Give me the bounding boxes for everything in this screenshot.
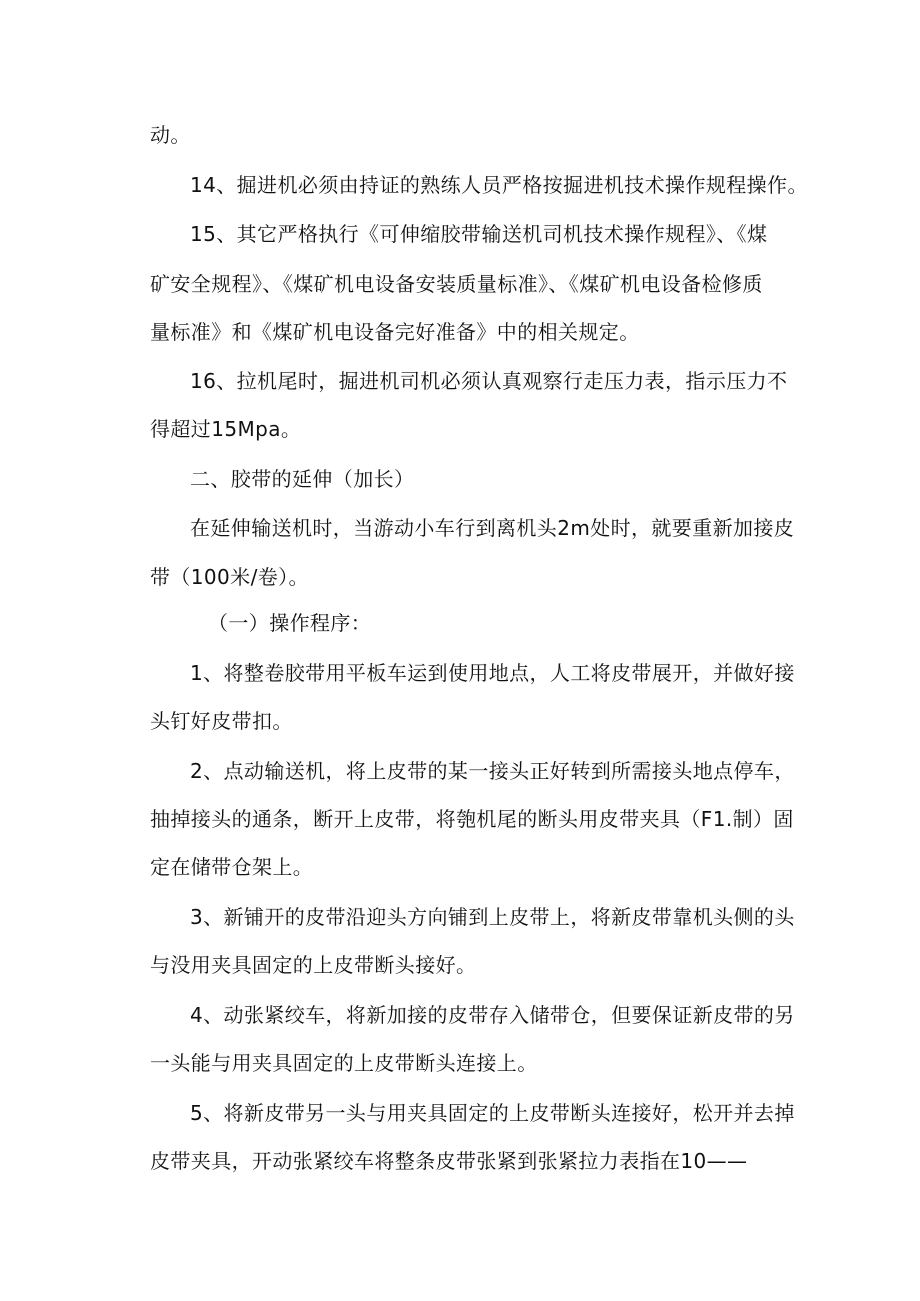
text-line: 量标准》和《煤矿机电设备完好准备》中的相关规定。 xyxy=(150,320,640,344)
text-line: 3、新铺开的皮带沿迎头方向铺到上皮带上，将新皮带靠机头侧的头 xyxy=(190,905,795,929)
text-line: 得超过15Mpa。 xyxy=(150,417,302,441)
text-line: 矿安全规程》、《煤矿机电设备安装质量标准》、《煤矿机电设备检修质 xyxy=(150,272,763,296)
text-line: 16、拉机尾时，掘进机司机必须认真观察行走压力表，指示压力不 xyxy=(190,369,788,393)
text-line: 定在储带仓架上。 xyxy=(150,855,314,879)
text-line: 1、将整卷胶带用平板车运到使用地点，人工将皮带展开，并做好接 xyxy=(190,661,795,685)
text-line: 14、掘进机必须由持证的熟练人员严格按掘进机技术操作规程操作。 xyxy=(190,173,808,197)
text-line: 15、其它严格执行《可伸缩胶带输送机司机技术操作规程》、《煤 xyxy=(190,222,768,246)
section-heading: 二、胶带的延伸（加长） xyxy=(190,467,415,491)
text-line: 抽掉接头的通条，断开上皮带，将匏机尾的断头用皮带夹具（F1.制）固 xyxy=(150,807,794,831)
text-line: 动。 xyxy=(150,123,191,147)
subsection-heading: （一）操作程序： xyxy=(208,611,372,635)
text-line: 一头能与用夹具固定的上皮带断头连接上。 xyxy=(150,1051,538,1075)
text-line: 皮带夹具，开动张紧绞车将整条皮带张紧到张紧拉力表指在10—— xyxy=(150,1149,748,1173)
text-line: 4、动张紧绞车，将新加接的皮带存入储带仓，但要保证新皮带的另 xyxy=(190,1003,795,1027)
text-line: 5、将新皮带另一头与用夹具固定的上皮带断头连接好，松开并去掉 xyxy=(190,1101,795,1125)
text-line: 在延伸输送机时，当游动小车行到离机头2m处时，就要重新加接皮 xyxy=(190,516,795,540)
text-line: 带（100米/卷）。 xyxy=(150,565,309,589)
text-line: 头钉好皮带扣。 xyxy=(150,709,293,733)
text-line: 与没用夹具固定的上皮带断头接好。 xyxy=(150,953,477,977)
text-line: 2、点动输送机，将上皮带的某一接头正好转到所需接头地点停车， xyxy=(190,759,795,783)
